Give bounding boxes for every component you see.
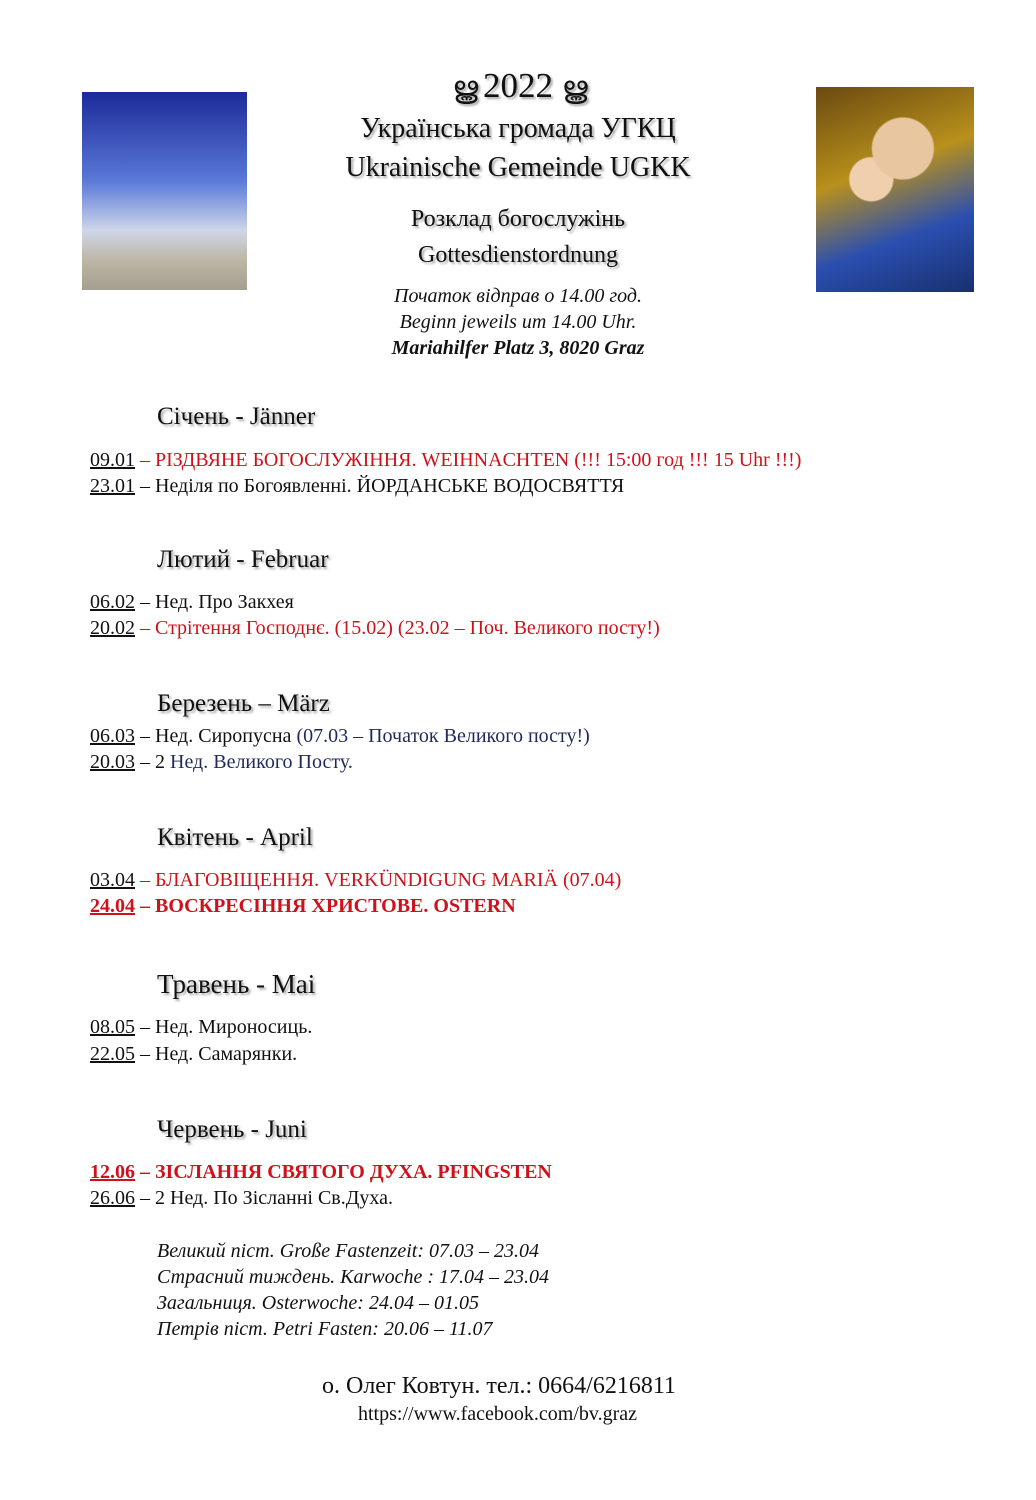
entry [90,475,624,498]
entry [90,1187,393,1210]
entry-text: – ЗІСЛАННЯ СВЯТОГО ДУХА. PFINGSTEN [135,1161,552,1183]
entry-text: – ВОСКРЕСІННЯ ХРИСТОВЕ. OSTERN [135,895,516,917]
entry-date: 22.05 [90,1043,135,1065]
facebook-link[interactable]: https://www.facebook.com/bv.graz [358,1403,637,1425]
month-heading: Лютий - Februar [157,546,329,573]
entry [90,1016,312,1039]
entry [90,617,660,640]
ornament-left-icon: ൠ [452,71,475,104]
entry [90,895,516,918]
entry-text: – Нед. Сиропусна [135,725,297,747]
title-ua: Українська громада УГКЦ [360,113,676,144]
subtitle-de: Gottesdienstordnung [418,242,618,268]
entry-note: (07.03 – Початок Великого посту!) [296,725,590,747]
fasting-note: Загальниця. Osterwoche: 24.04 – 01.05 [157,1292,479,1314]
entry-date: 03.04 [90,869,135,891]
entry-text: – Нед. Самарянки. [135,1043,298,1065]
entry-text: – РІЗДВЯНЕ БОГОСЛУЖІННЯ. WEIHNACHTEN (!!! 15:00 год !!! 15 Uhr !!!) [135,449,802,471]
entry-text: – 2 [135,751,170,773]
entry-text: – Нед. Мироносиць. [135,1016,313,1038]
entry-date: 08.05 [90,1016,135,1038]
entry-date: 23.01 [90,475,135,497]
month-heading: Квітень - April [157,824,313,851]
fasting-note: Петрів піст. Petri Fasten: 20.06 – 11.07 [157,1318,493,1340]
ornament-right-icon: ൠ [561,71,584,104]
entry-date: 20.03 [90,751,135,773]
entry-text: – Стрітення Господнє. (15.02) (23.02 – Поч. Великого посту!) [135,617,660,639]
year-heading [0,66,1036,106]
entry-text: – Неділя по Богоявленні. ЙОРДАНСЬКЕ ВОДОСВЯТТЯ [135,475,625,497]
month-heading: Червень - Juni [157,1116,307,1143]
contact: о. Олег Ковтун. тел.: 0664/6216811 [322,1373,676,1399]
subtitle-ua: Розклад богослужінь [410,206,626,232]
start-time-de: Beginn jeweils um 14.00 Uhr. [399,311,637,333]
entry-text: – Нед. Про Закхея [135,591,294,613]
entry [90,591,294,614]
fasting-note: Великий піст. Große Fastenzeit: 07.03 – 23.04 [157,1240,540,1262]
entry [90,1161,552,1184]
entry [90,751,353,774]
month-heading: Січень - Jänner [157,403,316,430]
entry-note: Нед. Великого Посту. [170,751,353,773]
entry [90,449,801,472]
entry-text: – 2 Нед. По Зісланні Св.Духа. [135,1187,393,1209]
entry-date: 26.06 [90,1187,135,1209]
fasting-note: Страсний тиждень. Karwoche : 17.04 – 23.04 [157,1266,550,1288]
address: Mariahilfer Platz 3, 8020 Graz [391,337,645,359]
start-time-ua: Початок відправ о 14.00 год. [394,285,642,307]
entry-date: 24.04 [90,895,135,917]
entry-date: 12.06 [90,1161,135,1183]
title-de: Ukrainische Gemeinde UGKK [345,152,691,183]
entry [90,1043,297,1066]
month-heading: Березень – März [157,690,330,717]
entry [90,725,590,748]
entry-date: 09.01 [90,449,135,471]
entry [90,869,621,892]
entry-text: – БЛАГОВІЩЕННЯ. VERKÜNDIGUNG MARIÄ (07.04) [135,869,622,891]
month-heading: Травень - Mai [157,969,316,999]
year: 2022 [483,66,553,105]
entry-date: 06.02 [90,591,135,613]
entry-date: 20.02 [90,617,135,639]
entry-date: 06.03 [90,725,135,747]
